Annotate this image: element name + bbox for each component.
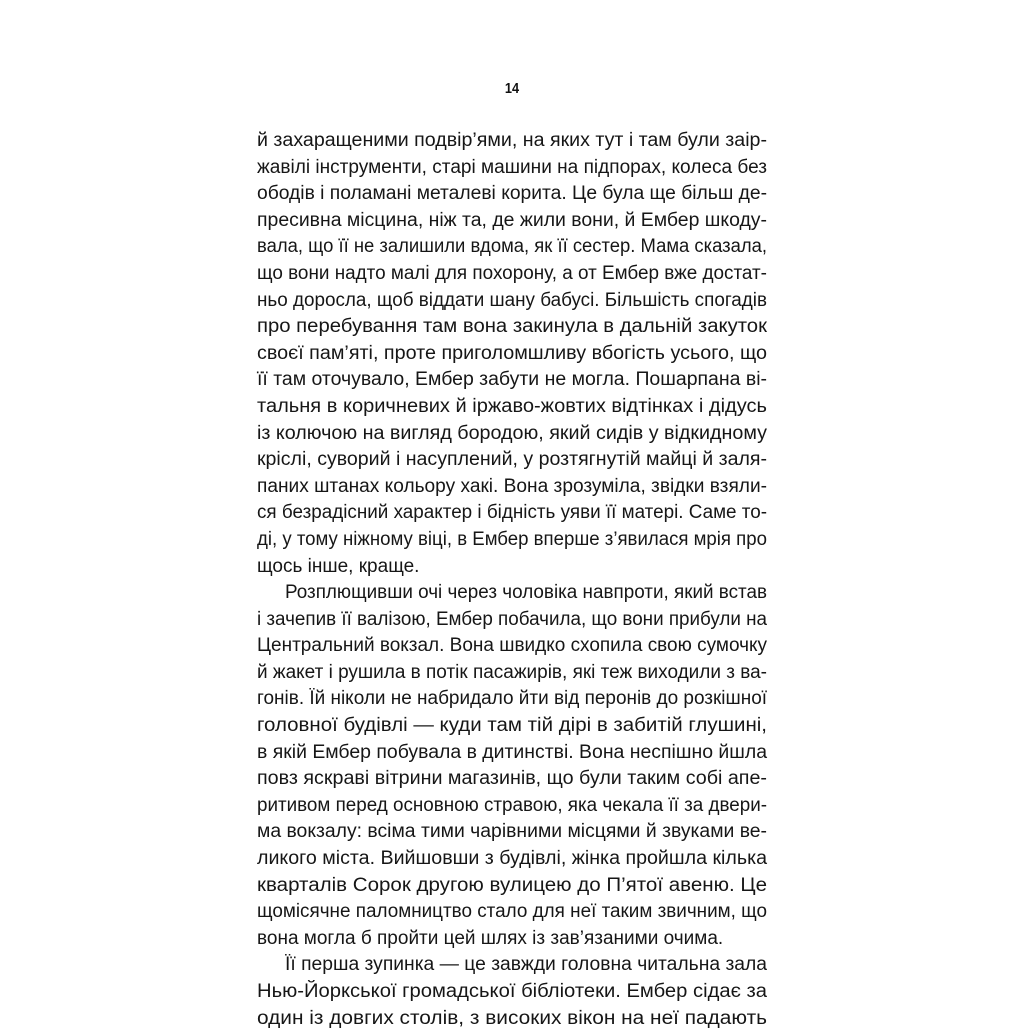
page-number: 14 — [504, 80, 520, 97]
text-line: ньо доросла, щоб віддати шану бабусі. Більшість спогадів — [257, 289, 767, 311]
text-line: вона могла б пройти цей шлях із зав’язаними очима. — [257, 927, 724, 949]
text-line: кварталів Сорок другою вулицею до П’ятої авеню. Це — [257, 874, 767, 896]
text-line: ликого міста. Вийшовши з будівлі, жінка пройшла кілька — [257, 848, 768, 870]
text-line: пресивна місцина, ніж та, де жили вони, й Ембер шкоду- — [257, 209, 767, 231]
text-line: паних штанах кольору хакі. Вона зрозуміла, звідки взяли- — [257, 475, 767, 497]
text-line: повз яскраві вітрини магазинів, що були таким собі апе- — [257, 768, 768, 790]
text-line: вала, що її не залишили вдома, як її сестер. Мама сказала, — [257, 236, 768, 258]
text-line: тальня в коричневих й іржаво-жовтих відтінках і дідусь — [257, 395, 767, 417]
text-line: із колючою на вигляд бородою, який сидів у відкидному — [257, 422, 767, 444]
text-line: гонів. Їй ніколи не набридало йти від перонів до розкішної — [257, 688, 768, 710]
text-line: ритивом перед основною стравою, яка чекала її за двери- — [257, 794, 767, 816]
text-line: щось інше, краще. — [257, 555, 420, 577]
text-line: ді, у тому ніжному віці, в Ембер вперше з’явилася мрія про — [257, 528, 767, 550]
text-line: головної будівлі — куди там тій дірі в забитій глушині, — [257, 715, 768, 737]
text-line: своєї пам’яті, проте приголомшливу вбогість усього, що — [257, 342, 767, 364]
text-line: її там оточувало, Ембер забути не могла. Пошарпана ві- — [257, 369, 768, 391]
text-line: і зачепив її валізою, Ембер побачила, що вони прибули на — [257, 608, 768, 630]
text-line: ся безрадісний характер і бідність уяви її матері. Саме то- — [257, 502, 768, 524]
body-text — [257, 128, 767, 1032]
text-line: Нью-Йоркської громадської бібліотеки. Ембер сідає за — [257, 981, 768, 1002]
text-line: й захаращеними подвір’ями, на яких тут і там були заір- — [257, 130, 768, 151]
text-line: жавілі інструменти, старі машини на підпорах, колеса без — [257, 156, 767, 178]
text-line: Розплющивши очі через чоловіка навпроти, який встав — [285, 582, 768, 604]
text-line: ободів і поламані металеві корита. Це була ще більш де- — [257, 183, 768, 205]
text-line: про перебування там вона закинула в дальній закуток — [257, 316, 767, 338]
text-line: один із довгих столів, з високих вікон на неї падають — [257, 1007, 767, 1029]
text-line: в якій Ембер побувала в дитинстві. Вона неспішно йшла — [257, 741, 768, 763]
text-line: кріслі, суворий і насуплений, у розтягнутій майці й заля- — [257, 449, 768, 471]
text-line: Центральний вокзал. Вона швидко схопила свою сумочку — [257, 635, 767, 657]
text-line: що вони надто малі для похорону, а от Ембер вже достат- — [257, 262, 767, 284]
text-line: ма вокзалу: всіма тими чарівними місцями й звуками ве- — [257, 821, 768, 843]
text-line: щомісячне паломництво стало для неї таким звичним, що — [257, 901, 767, 923]
text-line: й жакет і рушила в потік пасажирів, які теж виходили з ва- — [257, 661, 767, 683]
text-line: Її перша зупинка — це завжди головна читальна зала — [285, 954, 768, 976]
